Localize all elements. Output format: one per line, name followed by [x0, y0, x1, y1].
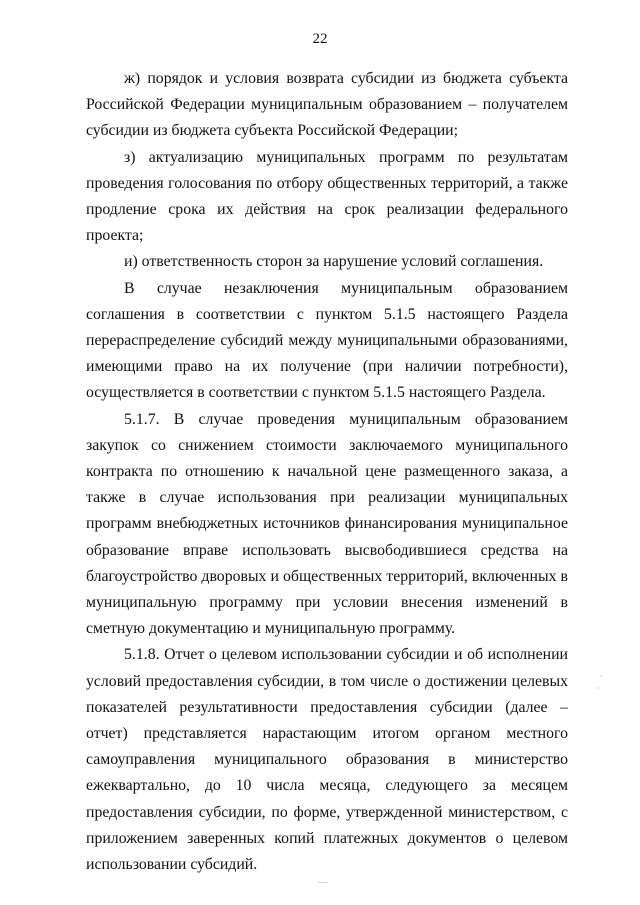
scan-speck: ·: [597, 684, 600, 693]
paragraph-5-1-8: 5.1.8. Отчет о целевом использовании субсидии и об исполнении условий предоставления субсидии, в том числе о достижении целевых показателей результативности предоставления субсидии (далее – отчет) представляется нарастающим итогом органом местного самоуправления муниципального образования в министерство ежеквартально, до 10 числа месяца, следующего за месяцем предоставления субсидии, по форме, утвержденной министерством, с приложением заверенных копий платежных документов о целевом использовании субсидий.: [86, 646, 568, 874]
scan-speck: .....: [318, 876, 328, 885]
paragraph-non-conclusion: В случае незаключения муниципальным образованием соглашения в соответствии с пунктом 5.1.5 настоящего Раздела перераспределение субсидий между муниципальными образованиями, имеющими право на их получение (при наличии потребности), осуществляется в соответствии с пунктом 5.1.5 настоящего Раздела.: [86, 279, 568, 402]
page-number: 22: [312, 31, 328, 47]
paragraph-zh: ж) порядок и условия возврата субсидии из бюджета субъекта Российской Федерации муниципальным образованием – получателем субсидии из бюджета субъекта Российской Федерации;: [86, 70, 568, 140]
scan-speck: ·: [600, 672, 603, 681]
paragraph-5-1-7: 5.1.7. В случае проведения муниципальным образованием закупок со снижением стоимости заключаемого муниципального контракта по отношению к начальной цене размещенного заказа, а также в случае использования при реализации муниципальных программ внебюджетных источников финансирования муниципальное образование вправе использовать высвободившиеся средства на благоустройство дворовых и общественных территорий, включенных в муниципальную программу при условии внесения изменений в сметную документацию и муниципальную программу.: [86, 410, 568, 638]
document-body: [86, 66, 568, 878]
paragraph-z: з) актуализацию муниципальных программ по результатам проведения голосования по отбору общественных территорий, а также продление срока их действия на срок реализации федерального проекта;: [86, 148, 568, 245]
paragraph-i: и) ответственность сторон за нарушение условий соглашения.: [124, 253, 544, 271]
